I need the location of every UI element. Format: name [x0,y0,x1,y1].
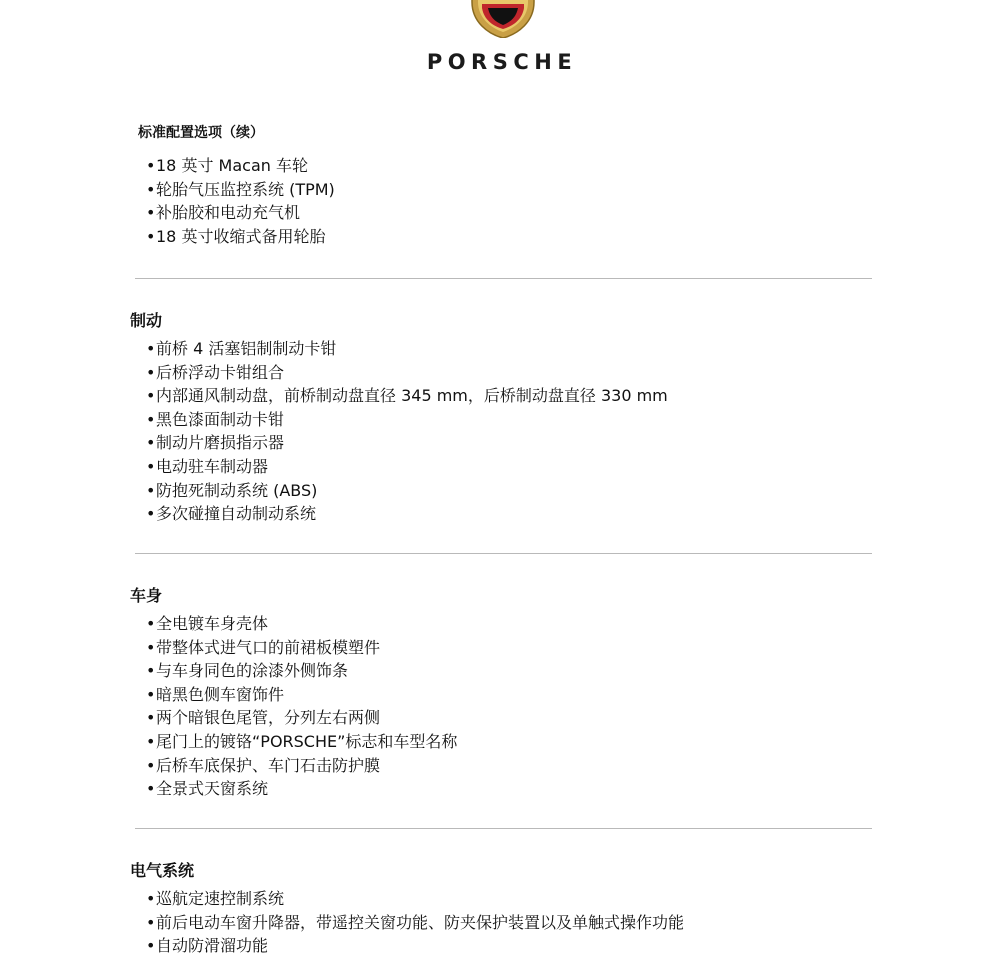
porsche-crest-icon [468,0,538,38]
list-item-text: 带整体式进气口的前裙板模塑件 [156,637,381,657]
list-item: •尾门上的镀铬“PORSCHE”标志和车型名称 [146,731,458,751]
list-item: •防抱死制动系统 (ABS) [146,480,318,500]
section-title: 电气系统 [130,861,195,880]
porsche-logo [0,0,1006,80]
list-item: •后桥浮动卡钳组合 [146,362,285,382]
list-item-text: 全景式天窗系统 [156,779,269,799]
list-item-text: 轮胎气压监控系统 (TPM) [156,179,335,199]
list-item: •全电镀车身壳体 [146,614,269,633]
list-item: •补胎胶和电动充气机 [146,203,301,223]
item-list [130,337,890,526]
list-item: •制动片磨损指示器 [146,433,285,453]
list-item: •前后电动车窗升降器，带遥控关窗功能、防夹保护装置以及单触式操作功能 [146,912,685,932]
list-item: •轮胎气压监控系统 (TPM) [146,179,335,199]
porsche-wordmark [386,52,618,72]
list-item-text: 黑色漆面制动卡钳 [156,409,285,429]
list-item: •内部通风制动盘，前桥制动盘直径 345 mm，后桥制动盘直径 330 mm [146,386,668,406]
list-item: •电动驻车制动器 [146,456,269,476]
svg-text:PORSCHE: PORSCHE [426,52,578,72]
section-standard-options [130,123,890,248]
list-item: •自动防滑溜功能 [146,936,269,956]
list-item-text: 自动防滑溜功能 [156,936,269,956]
list-item: •两个暗银色尾管，分列左右两侧 [146,708,381,728]
section-divider [135,553,872,554]
list-item-text: 暗黑色侧车窗饰件 [156,684,285,704]
list-item-text: 内部通风制动盘，前桥制动盘直径 345 mm，后桥制动盘直径 330 mm [156,386,668,406]
list-item: •与车身同色的涂漆外侧饰条 [146,661,349,681]
section-title: 车身 [130,586,163,605]
list-item-text: 后桥浮动卡钳组合 [156,362,285,382]
list-item-text: 防抱死制动系统 (ABS) [156,480,318,500]
list-item-text: 与车身同色的涂漆外侧饰条 [156,661,349,681]
section-brakes [130,311,890,526]
list-item-text: 巡航定速控制系统 [156,889,285,908]
section-divider [135,828,872,829]
list-item-text: 前桥 4 活塞铝制制动卡钳 [156,339,337,358]
list-item-text: 18 英寸收缩式备用轮胎 [156,226,326,246]
list-item-text: 电动驻车制动器 [156,456,269,476]
section-title: 标准配置选项（续） [138,125,264,141]
list-item-text: 制动片磨损指示器 [156,433,285,453]
list-item: •巡航定速控制系统 [146,889,285,908]
section-electrical [130,861,890,958]
item-list [130,612,890,801]
list-item: •全景式天窗系统 [146,779,269,799]
list-item: •18 英寸 Macan 车轮 [146,156,308,175]
list-item: •带整体式进气口的前裙板模塑件 [146,637,381,657]
list-item-text: 多次碰撞自动制动系统 [156,504,317,524]
section-title: 制动 [130,311,163,330]
list-item: •黑色漆面制动卡钳 [146,409,285,429]
item-list [130,154,890,248]
list-item: •后桥车底保护、车门石击防护膜 [146,755,381,775]
list-item-text: 后桥车底保护、车门石击防护膜 [156,755,381,775]
list-item-text: 尾门上的镀铬“PORSCHE”标志和车型名称 [156,731,458,751]
list-item-text: 前后电动车窗升降器，带遥控关窗功能、防夹保护装置以及单触式操作功能 [156,912,685,932]
list-item-text: 18 英寸 Macan 车轮 [156,156,308,175]
list-item: •暗黑色侧车窗饰件 [146,684,285,704]
list-item: •前桥 4 活塞铝制制动卡钳 [146,339,337,358]
section-divider [135,278,872,279]
list-item-text: 补胎胶和电动充气机 [156,203,301,223]
list-item-text: 全电镀车身壳体 [156,614,269,633]
list-item-text: 两个暗银色尾管，分列左右两侧 [156,708,381,728]
list-item: •多次碰撞自动制动系统 [146,504,317,524]
section-body [130,586,890,801]
list-item: •18 英寸收缩式备用轮胎 [146,226,326,246]
item-list [130,887,890,958]
